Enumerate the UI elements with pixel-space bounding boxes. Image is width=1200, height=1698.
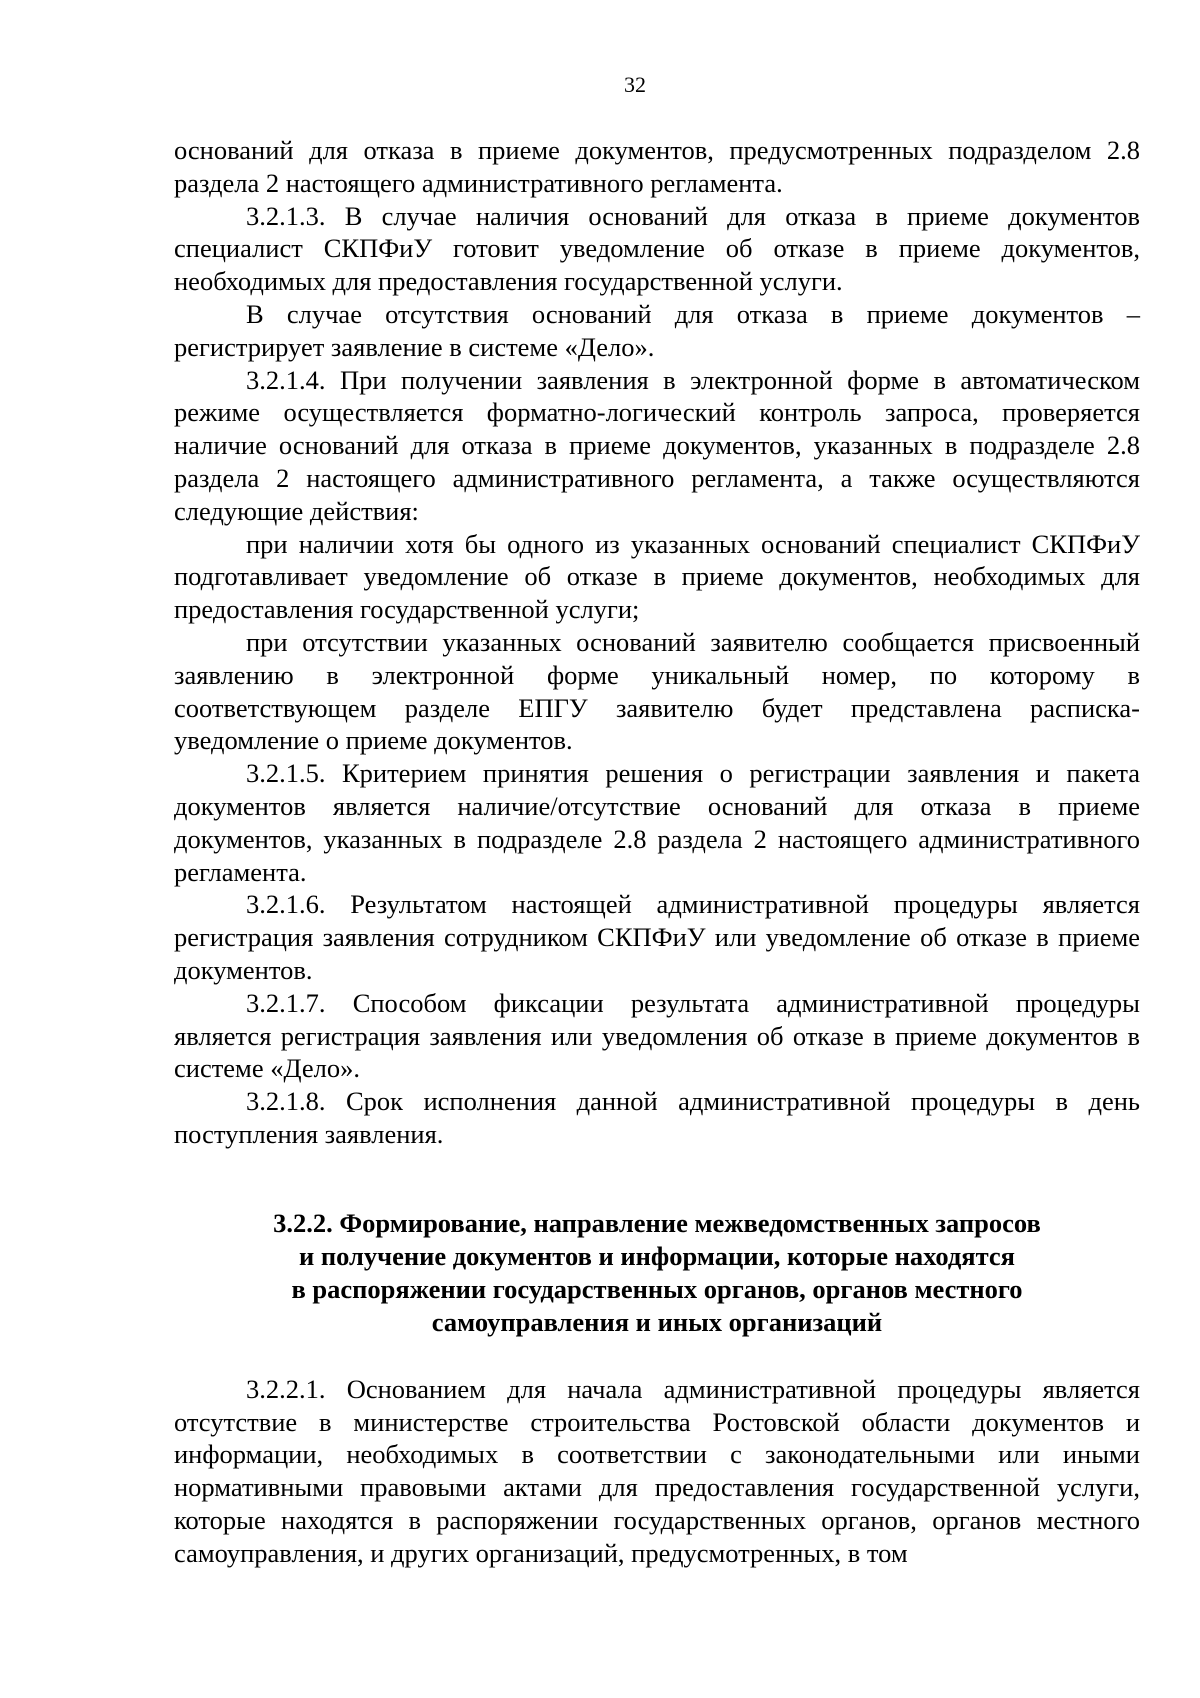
heading-line: и получение документов и информации, которые находятся	[298, 1240, 1016, 1271]
paragraph-3-2-2-1: 3.2.2.1. Основанием для начала административной процедуры является отсутствие в министерстве строительства Ростовской области документов и информации, необходимых в соответствии с законодательными или иными нормативными правовыми актами для предоставления государственной услуги, которые находятся в распоряжении государственных органов, органов местного самоуправления, и других организаций, предусмотренных, в том	[174, 1373, 1140, 1568]
section-heading-3-2-2	[174, 1207, 1140, 1339]
paragraph-grounds-present: при наличии хотя бы одного из указанных оснований специалист СКПФиУ подготавливает уведомление об отказе в приеме документов, необходимых для предоставления государственной услуги;	[174, 528, 1140, 625]
paragraph-3-2-1-6: 3.2.1.6. Результатом настоящей административной процедуры является регистрация заявления сотрудником СКПФиУ или уведомление об отказе в приеме документов.	[174, 889, 1140, 985]
heading-line: 3.2.2. Формирование, направление межведомственных запросов	[273, 1207, 1041, 1238]
paragraph-grounds-absent: при отсутствии указанных оснований заявителю сообщается присвоенный заявлению в электронной форме уникальный номер, по которому в соответствующем разделе ЕПГУ заявителю будет представлена расписка-уведомление о приеме документов.	[174, 626, 1140, 756]
paragraph-3-2-1-4: 3.2.1.4. При получении заявления в электронной форме в автоматическом режиме осуществляется форматно-логический контроль запроса, проверяется наличие оснований для отказа в приеме документов, указанных в подразделе 2.8 раздела 2 настоящего административного регламента, а также осуществляются следующие действия:	[174, 364, 1140, 526]
heading-line: в распоряжении государственных органов, органов местного	[291, 1273, 1023, 1304]
page-content	[174, 134, 1140, 1569]
paragraph-3-2-1-3: 3.2.1.3. В случае наличия оснований для отказа в приеме документов специалист СКПФиУ готовит уведомление об отказе в приеме документов, необходимых для предоставления государственной услуги.	[174, 200, 1140, 297]
paragraph-no-grounds: В случае отсутствия оснований для отказа в приеме документов – регистрирует заявление в системе «Дело».	[174, 298, 1140, 362]
paragraph-continuation: оснований для отказа в приеме документов, предусмотренных подразделом 2.8 раздела 2 настоящего административного регламента.	[174, 135, 1140, 198]
paragraph-3-2-1-8: 3.2.1.8. Срок исполнения данной административной процедуры в день поступления заявления.	[174, 1086, 1140, 1149]
paragraph-3-2-1-5: 3.2.1.5. Критерием принятия решения о регистрации заявления и пакета документов является наличие/отсутствие оснований для отказа в приеме документов, указанных в подразделе 2.8 раздела 2 настоящего административного регламента.	[174, 758, 1140, 887]
page-number: 32	[624, 72, 646, 97]
heading-line: самоуправления и иных организаций	[431, 1306, 883, 1337]
paragraph-3-2-1-7: 3.2.1.7. Способом фиксации результата административной процедуры является регистрация заявления или уведомления об отказе в приеме документов в системе «Дело».	[174, 987, 1140, 1084]
